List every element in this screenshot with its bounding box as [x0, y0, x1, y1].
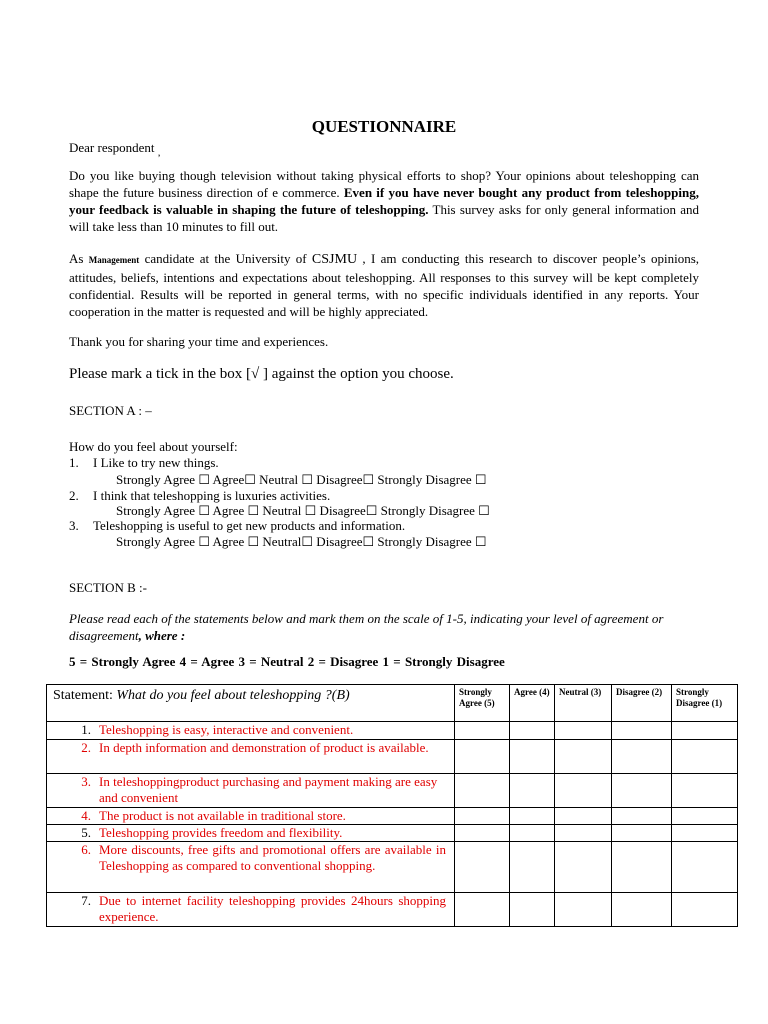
- rating-cell-5[interactable]: [455, 893, 510, 927]
- section-a-title: SECTION A : –: [69, 403, 152, 418]
- question-number: 2.: [69, 488, 79, 503]
- question-1-options[interactable]: Strongly Agree ☐ Agree☐ Neutral ☐ Disagree☐ Strongly Disagree ☐: [116, 472, 487, 487]
- rating-cell-2[interactable]: [612, 808, 672, 825]
- row-text: In teleshoppingproduct purchasing and payment making are easy and convenient: [99, 774, 438, 805]
- statement-question: What do you feel about teleshopping ?(B): [116, 688, 350, 703]
- rating-cell-1[interactable]: [672, 740, 738, 774]
- instruction-text: Please read each of the statements below and mark them on the scale of 1-5, indicating your level of agreement or disagreement: [69, 611, 664, 643]
- rating-cell-2[interactable]: [612, 722, 672, 740]
- row-number: 1.: [81, 722, 91, 737]
- rating-cell-3[interactable]: [555, 808, 612, 825]
- statement-label: Statement:: [53, 688, 113, 703]
- rating-cell-5[interactable]: [455, 774, 510, 808]
- table-row: [47, 842, 738, 893]
- statement-cell: [47, 722, 455, 740]
- table-header-row: [47, 685, 738, 722]
- rating-cell-4[interactable]: [510, 825, 555, 842]
- rating-cell-2[interactable]: [612, 774, 672, 808]
- row-text: More discounts, free gifts and promotional offers are available in Teleshopping as compared to conventional shopping.: [99, 842, 446, 873]
- table-row: [47, 722, 738, 740]
- question-1: [69, 454, 689, 471]
- rating-cell-5[interactable]: [455, 722, 510, 740]
- instruction-where: , where :: [138, 628, 186, 643]
- rating-cell-5[interactable]: [455, 842, 510, 893]
- purpose-as: As: [69, 251, 84, 266]
- rating-cell-2[interactable]: [612, 825, 672, 842]
- rating-cell-1[interactable]: [672, 842, 738, 893]
- rating-cell-4[interactable]: [510, 893, 555, 927]
- management-label: Management: [88, 255, 140, 265]
- section-b-instruction: [69, 610, 699, 644]
- row-number: 2.: [81, 740, 91, 755]
- rating-cell-1[interactable]: [672, 893, 738, 927]
- rating-cell-5[interactable]: [455, 808, 510, 825]
- rating-cell-1[interactable]: [672, 808, 738, 825]
- row-text: Teleshopping is easy, interactive and convenient.: [99, 722, 354, 737]
- university-name: CSJMU: [311, 252, 358, 267]
- header-agree: Agree (4): [510, 685, 555, 722]
- tick-instruction: Please mark a tick in the box [√ ] against the option you choose.: [69, 366, 454, 382]
- statement-cell: [47, 808, 455, 825]
- thanks-text: Thank you for sharing your time and experiences.: [69, 334, 329, 349]
- question-number: 1.: [69, 455, 79, 470]
- statement-header: [47, 685, 455, 722]
- rating-cell-5[interactable]: [455, 740, 510, 774]
- intro-paragraph: [69, 167, 699, 235]
- question-text: Teleshopping is useful to get new products and information.: [93, 518, 406, 533]
- rating-cell-3[interactable]: [555, 842, 612, 893]
- greeting: [69, 139, 699, 162]
- rating-cell-3[interactable]: [555, 893, 612, 927]
- rating-cell-4[interactable]: [510, 808, 555, 825]
- question-number: 3.: [69, 518, 79, 533]
- purpose-paragraph: [69, 250, 699, 320]
- statement-cell: [47, 774, 455, 808]
- table-row: [47, 825, 738, 842]
- greeting-mark: ,: [157, 147, 161, 159]
- rating-table: [46, 684, 738, 927]
- row-text: The product is not available in traditional store.: [99, 808, 346, 823]
- rating-cell-4[interactable]: [510, 774, 555, 808]
- row-number: 4.: [81, 808, 91, 823]
- row-text: In depth information and demonstration of product is available.: [99, 740, 429, 755]
- page-title: QUESTIONNAIRE: [311, 117, 457, 136]
- question-3-options[interactable]: Strongly Agree ☐ Agree ☐ Neutral☐ Disagree☐ Strongly Disagree ☐: [116, 534, 487, 549]
- header-strongly-agree: Strongly Agree (5): [455, 685, 510, 722]
- header-strongly-disagree: Strongly Disagree (1): [672, 685, 738, 722]
- header-neutral: Neutral (3): [555, 685, 612, 722]
- scale-legend: 5 = Strongly Agree 4 = Agree 3 = Neutral 2 = Disagree 1 = Strongly Disagree: [69, 654, 505, 669]
- table-row: [47, 893, 738, 927]
- rating-cell-3[interactable]: [555, 825, 612, 842]
- header-disagree: Disagree (2): [612, 685, 672, 722]
- row-number: 5.: [81, 825, 91, 840]
- question-2-options[interactable]: Strongly Agree ☐ Agree ☐ Neutral ☐ Disagree☐ Strongly Disagree ☐: [116, 503, 490, 518]
- intro-text-c: This survey asks for only general information and will take less than 10 minutes to fill out.: [69, 202, 700, 234]
- question-3: [69, 517, 689, 534]
- statement-cell: [47, 842, 455, 893]
- rating-cell-3[interactable]: [555, 740, 612, 774]
- row-number: 7.: [81, 893, 91, 908]
- table-row: [47, 774, 738, 808]
- greeting-text: Dear respondent: [69, 140, 155, 155]
- purpose-text-a: candidate at the University of: [144, 251, 307, 266]
- rating-cell-2[interactable]: [612, 893, 672, 927]
- rating-cell-3[interactable]: [555, 722, 612, 740]
- rating-cell-1[interactable]: [672, 825, 738, 842]
- statement-cell: [47, 740, 455, 774]
- rating-cell-1[interactable]: [672, 722, 738, 740]
- section-b-title: SECTION B :-: [69, 580, 147, 595]
- row-text: Due to internet facility teleshopping provides 24hours shopping experience.: [99, 893, 446, 924]
- rating-cell-4[interactable]: [510, 842, 555, 893]
- rating-cell-3[interactable]: [555, 774, 612, 808]
- section-a-question-heading: How do you feel about yourself:: [69, 439, 238, 454]
- question-text: I think that teleshopping is luxuries activities.: [93, 488, 331, 503]
- statement-cell: [47, 825, 455, 842]
- rating-cell-1[interactable]: [672, 774, 738, 808]
- row-text: Teleshopping provides freedom and flexibility.: [99, 825, 343, 840]
- row-number: 3.: [81, 774, 91, 789]
- rating-cell-2[interactable]: [612, 740, 672, 774]
- rating-cell-4[interactable]: [510, 722, 555, 740]
- row-number: 6.: [81, 842, 91, 857]
- rating-cell-4[interactable]: [510, 740, 555, 774]
- statement-cell: [47, 893, 455, 927]
- purpose-text-b: , I am conducting this research to discover people’s opinions, attitudes, beliefs, intentions and expectations about teleshopping. All responses to this survey will be kept completely confidential. Results will be reported in general terms, with no specific individuals identified in any reports. Your cooperation in the matter is requested and will be highly appreciated.: [69, 251, 699, 319]
- table-row: [47, 740, 738, 774]
- rating-cell-2[interactable]: [612, 842, 672, 893]
- intro-bold-text: Even if you have never bought any product from teleshopping, your feedback is valuable in shaping the future of teleshopping.: [69, 185, 699, 217]
- table-row: [47, 808, 738, 825]
- intro-text-a: Do you like buying though television without taking physical efforts to shop? Your opinions about teleshopping can shape the future business direction of e commerce.: [69, 168, 699, 200]
- rating-cell-5[interactable]: [455, 825, 510, 842]
- question-text: I Like to try new things.: [93, 455, 219, 470]
